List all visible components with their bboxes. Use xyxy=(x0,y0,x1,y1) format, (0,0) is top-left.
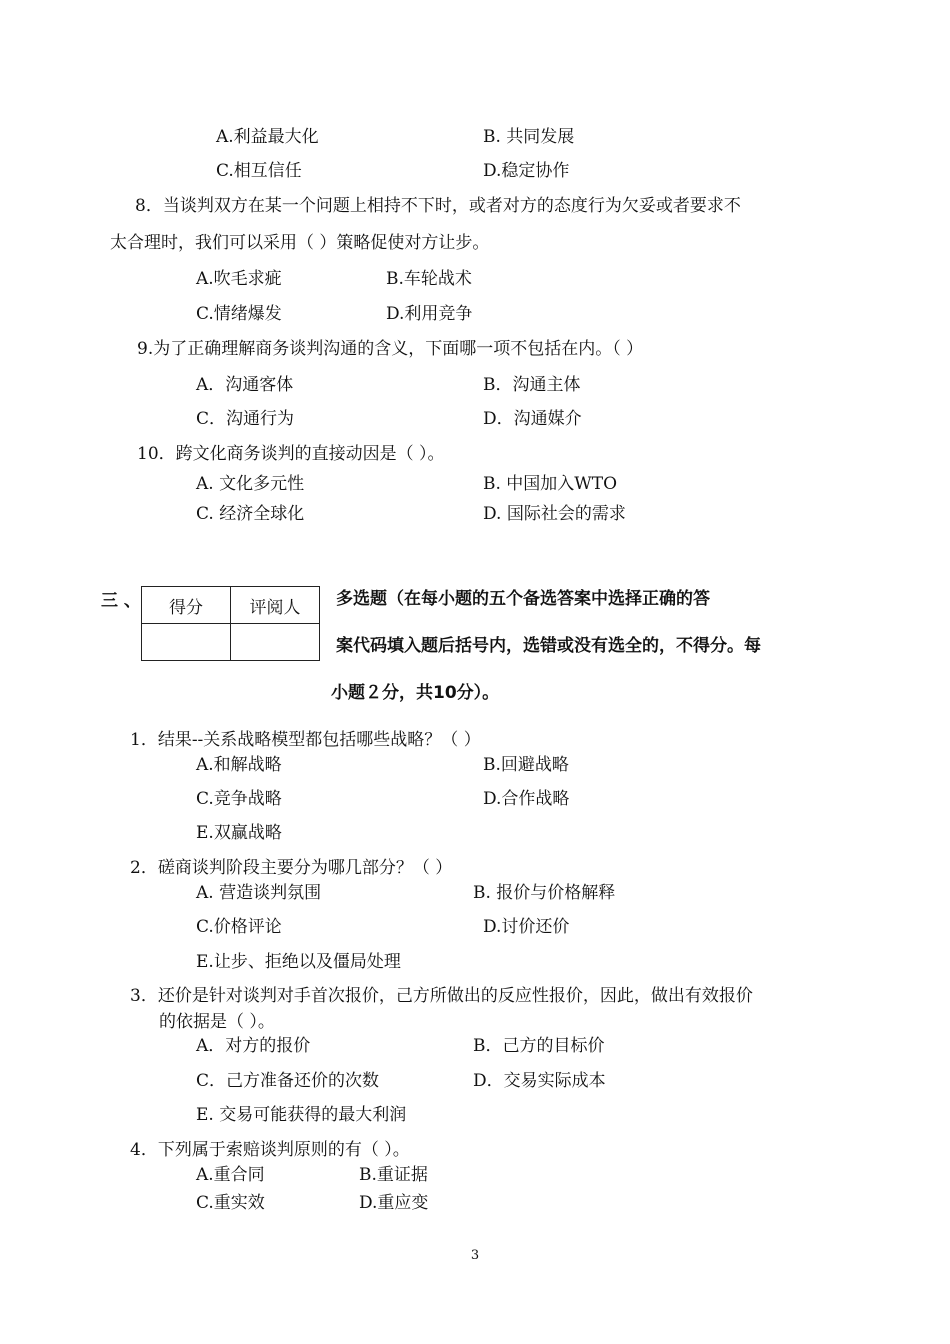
m1-option-a: A.和解战略 xyxy=(196,755,282,775)
m2-option-a: A. 营造谈判氛围 xyxy=(196,883,322,903)
m3-option-b: B．己方的目标价 xyxy=(473,1036,605,1056)
q8-option-c: C.情绪爆发 xyxy=(196,304,282,324)
m4-option-b: B.重证据 xyxy=(359,1165,428,1185)
q7-option-b: B. 共同发展 xyxy=(483,127,575,147)
m2-option-b: B. 报价与价格解释 xyxy=(473,883,616,903)
q7-option-d: D.稳定协作 xyxy=(483,161,570,181)
section-instructions-line2: 案代码填入题后括号内，选错或没有选全的，不得分。每 xyxy=(336,636,761,656)
m4-text: 4．下列属于索赔谈判原则的有（ ）。 xyxy=(130,1140,410,1160)
m3-option-e: E. 交易可能获得的最大利润 xyxy=(196,1105,407,1125)
page-number: 3 xyxy=(470,1248,480,1263)
m2-option-c: C.价格评论 xyxy=(196,917,282,937)
m3-option-c: C．己方准备还价的次数 xyxy=(196,1071,380,1091)
q9-option-c: C．沟通行为 xyxy=(196,409,295,429)
q8-text-line1: 8．当谈判双方在某一个问题上相持不下时，或者对方的态度行为欠妥或者要求不 xyxy=(135,196,741,216)
reviewer-label: 评阅人 xyxy=(231,587,320,624)
q10-option-c: C. 经济全球化 xyxy=(196,504,305,524)
m3-text-line1: 3．还价是针对谈判对手首次报价，己方所做出的反应性报价，因此，做出有效报价 xyxy=(130,986,753,1006)
q8-option-b: B.车轮战术 xyxy=(386,269,472,289)
m1-text: 1．结果--关系战略模型都包括哪些战略？（ ） xyxy=(130,730,481,750)
m3-option-d: D．交易实际成本 xyxy=(473,1071,606,1091)
m4-option-d: D.重应变 xyxy=(359,1193,429,1213)
score-label: 得分 xyxy=(142,587,231,624)
section-instructions-line1: 多选题（在每小题的五个备选答案中选择正确的答 xyxy=(336,589,710,609)
m3-text-line2: 的依据是（ ）。 xyxy=(159,1012,275,1032)
section-number: 三 、 xyxy=(101,591,141,611)
m3-option-a: A．对方的报价 xyxy=(196,1036,311,1056)
m4-option-c: C.重实效 xyxy=(196,1193,265,1213)
q8-text-line2: 太合理时，我们可以采用（ ）策略促使对方让步。 xyxy=(110,233,490,253)
m2-option-e: E.让步、拒绝以及僵局处理 xyxy=(196,952,401,972)
q9-option-b: B．沟通主体 xyxy=(483,375,581,395)
q9-option-d: D．沟通媒介 xyxy=(483,409,582,429)
q10-text: 10．跨文化商务谈判的直接动因是（ ）。 xyxy=(137,444,445,464)
q8-option-a: A.吹毛求疵 xyxy=(196,269,282,289)
q9-option-a: A．沟通客体 xyxy=(196,375,294,395)
m2-text: 2．磋商谈判阶段主要分为哪几部分？（ ） xyxy=(130,858,453,878)
m4-option-a: A.重合同 xyxy=(196,1165,265,1185)
q10-option-b: B. 中国加入WTO xyxy=(483,474,618,494)
m1-option-b: B.回避战略 xyxy=(483,755,569,775)
section-instructions-line3: 小题２分，共10分）。 xyxy=(331,683,500,703)
score-table xyxy=(141,586,320,661)
q8-option-d: D.利用竞争 xyxy=(386,304,473,324)
reviewer-cell xyxy=(231,624,320,661)
q7-option-c: C.相互信任 xyxy=(216,161,302,181)
score-cell xyxy=(142,624,231,661)
q7-option-a: A.利益最大化 xyxy=(216,127,319,147)
m2-option-d: D.讨价还价 xyxy=(483,917,570,937)
m1-option-c: C.竞争战略 xyxy=(196,789,282,809)
q10-option-d: D. 国际社会的需求 xyxy=(483,504,626,524)
m1-option-d: D.合作战略 xyxy=(483,789,570,809)
q10-option-a: A. 文化多元性 xyxy=(196,474,305,494)
m1-option-e: E.双赢战略 xyxy=(196,823,282,843)
q9-text: 9.为了正确理解商务谈判沟通的含义，下面哪一项不包括在内。（ ） xyxy=(137,339,644,359)
